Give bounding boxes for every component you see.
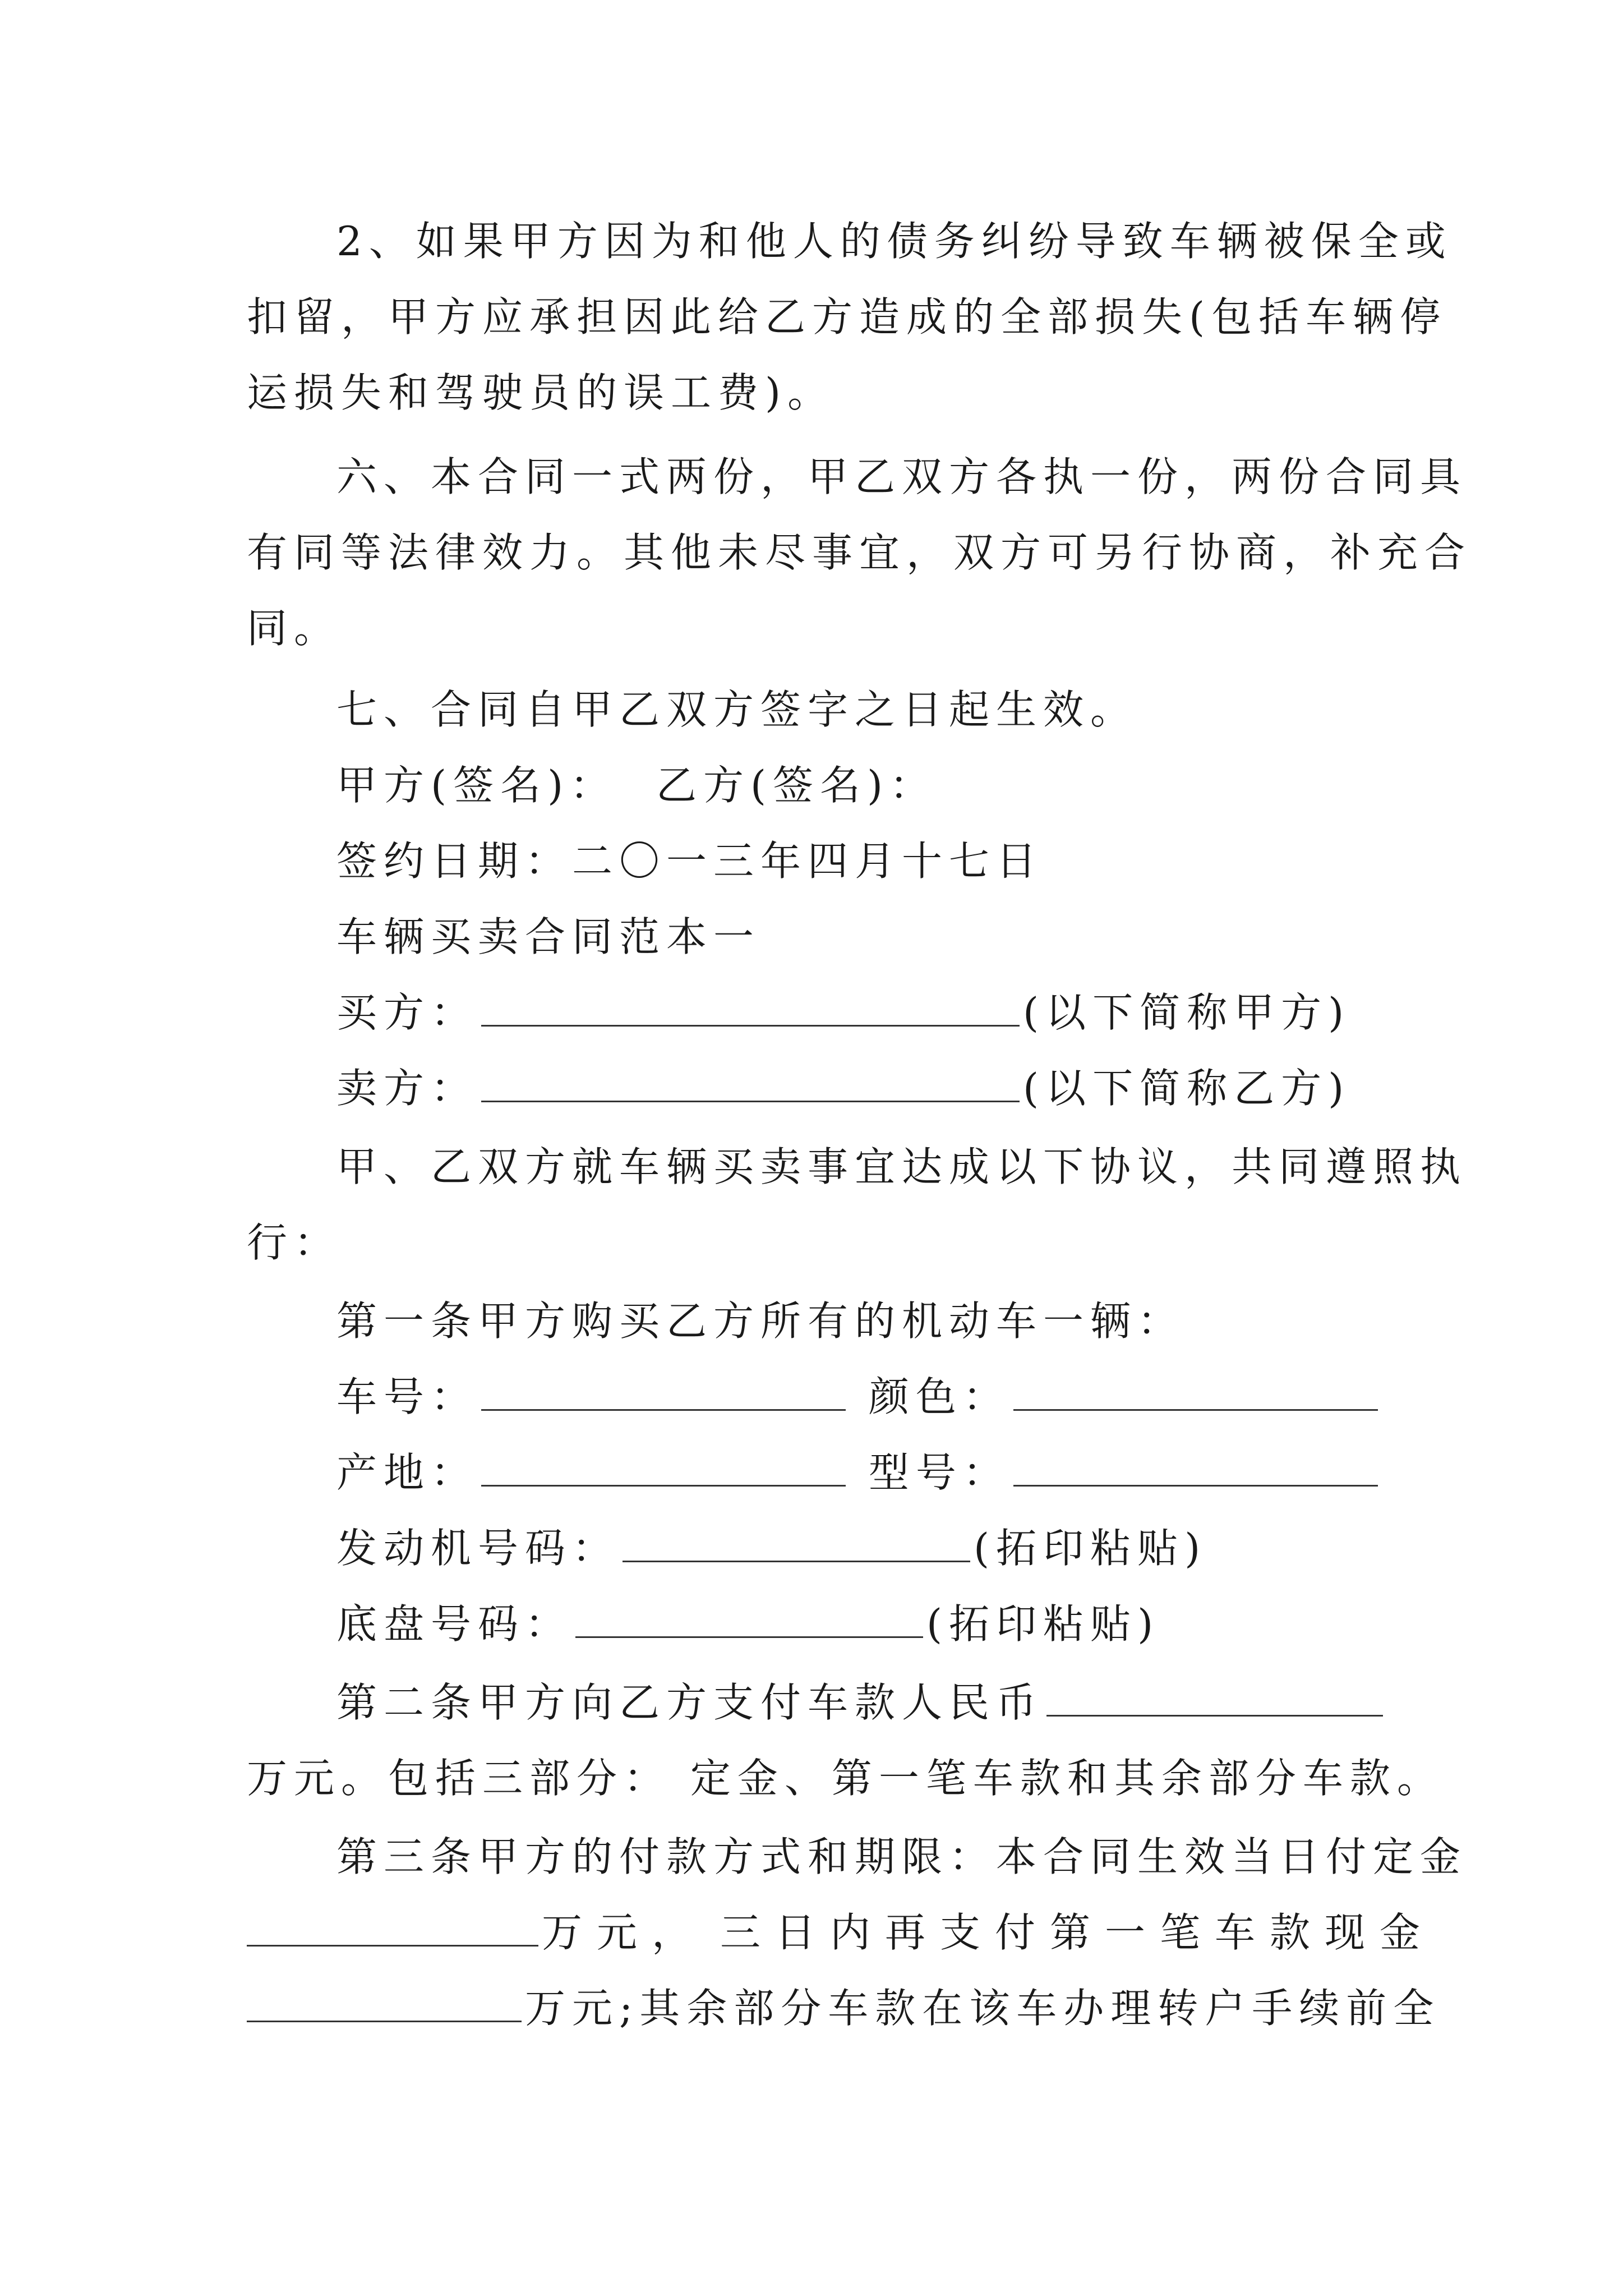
agreement-line-2: 行： <box>247 1219 342 1266</box>
contract-title: 车辆买卖合同范本一 <box>336 913 761 960</box>
engine-label: 发动机号码： <box>336 1525 620 1572</box>
article-7: 七、合同自甲乙双方签字之日起生效。 <box>336 686 1138 733</box>
article-3-line-1: 第三条甲方的付款方式和期限：本合同生效当日付定金 <box>336 1833 1468 1880</box>
buyer-label: 买方： <box>336 989 478 1036</box>
model-label: 型号： <box>868 1449 1010 1496</box>
seller-label: 卖方： <box>336 1065 478 1112</box>
plate-label: 车号： <box>336 1373 478 1420</box>
clause-2-line-3: 运损失和驾驶员的误工费)。 <box>247 369 835 416</box>
article-3-line-3 <box>247 1980 1440 2036</box>
article-2-line-2: 万元。包括三部分： 定金、第一笔车款和其余部分车款。 <box>247 1755 1444 1802</box>
color-label: 颜色： <box>868 1373 1010 1420</box>
origin-model-line <box>336 1444 1381 1501</box>
signing-date: 签约日期：二〇一三年四月十七日 <box>336 838 1044 885</box>
buyer-suffix: (以下简称甲方) <box>1023 989 1351 1036</box>
article-3-line-2 <box>247 1904 1435 1961</box>
model-blank <box>1013 1444 1378 1487</box>
chassis-label: 底盘号码： <box>336 1600 573 1648</box>
price-blank <box>1046 1674 1383 1717</box>
article-1-intro: 第一条甲方购买乙方所有的机动车一辆： <box>336 1297 1185 1345</box>
article-2-text: 第二条甲方向乙方支付车款人民币 <box>336 1679 1044 1726</box>
seller-suffix: (以下简称乙方) <box>1023 1065 1351 1112</box>
article-2-line-1 <box>336 1674 1386 1731</box>
chassis-suffix: (拓印粘贴) <box>926 1600 1160 1648</box>
article-6-line-3: 同。 <box>247 605 342 652</box>
chassis-blank <box>575 1596 923 1638</box>
remaining-payment-text: 万元;其余部分车款在该车办理转户手续前全 <box>525 1985 1441 2032</box>
seller-line <box>336 1060 1350 1116</box>
clause-2-line-2: 扣留，甲方应承担因此给乙方造成的全部损失(包括车辆停 <box>247 293 1447 341</box>
article-6-line-1: 六、本合同一式两份，甲乙双方各执一份，两份合同具 <box>336 453 1468 500</box>
deposit-blank <box>247 1904 538 1947</box>
clause-2-line-1: 2、如果甲方因为和他人的债务纠纷导致车辆被保全或 <box>336 218 1453 265</box>
deposit-unit: 万元， <box>542 1909 707 1956</box>
first-payment-text: 三日内再支付第一笔车款现金 <box>720 1909 1435 1956</box>
agreement-line-1: 甲、乙双方就车辆买卖事宜达成以下协议，共同遵照执 <box>336 1143 1468 1190</box>
plate-color-line <box>336 1369 1381 1425</box>
color-blank <box>1013 1369 1378 1411</box>
engine-number-line <box>336 1520 1207 1576</box>
engine-blank <box>623 1520 970 1562</box>
plate-blank <box>481 1369 846 1411</box>
article-6-line-2: 有同等法律效力。其他未尽事宜，双方可另行协商，补充合 <box>247 529 1472 576</box>
first-payment-blank <box>247 1980 522 2022</box>
signature-line: 甲方(签名)： 乙方(签名)： <box>336 762 937 809</box>
origin-label: 产地： <box>336 1449 478 1496</box>
buyer-line <box>336 984 1350 1041</box>
engine-suffix: (拓印粘贴) <box>974 1525 1207 1572</box>
chassis-number-line <box>336 1596 1160 1652</box>
origin-blank <box>481 1444 846 1487</box>
seller-blank <box>481 1060 1020 1102</box>
buyer-blank <box>481 984 1020 1027</box>
